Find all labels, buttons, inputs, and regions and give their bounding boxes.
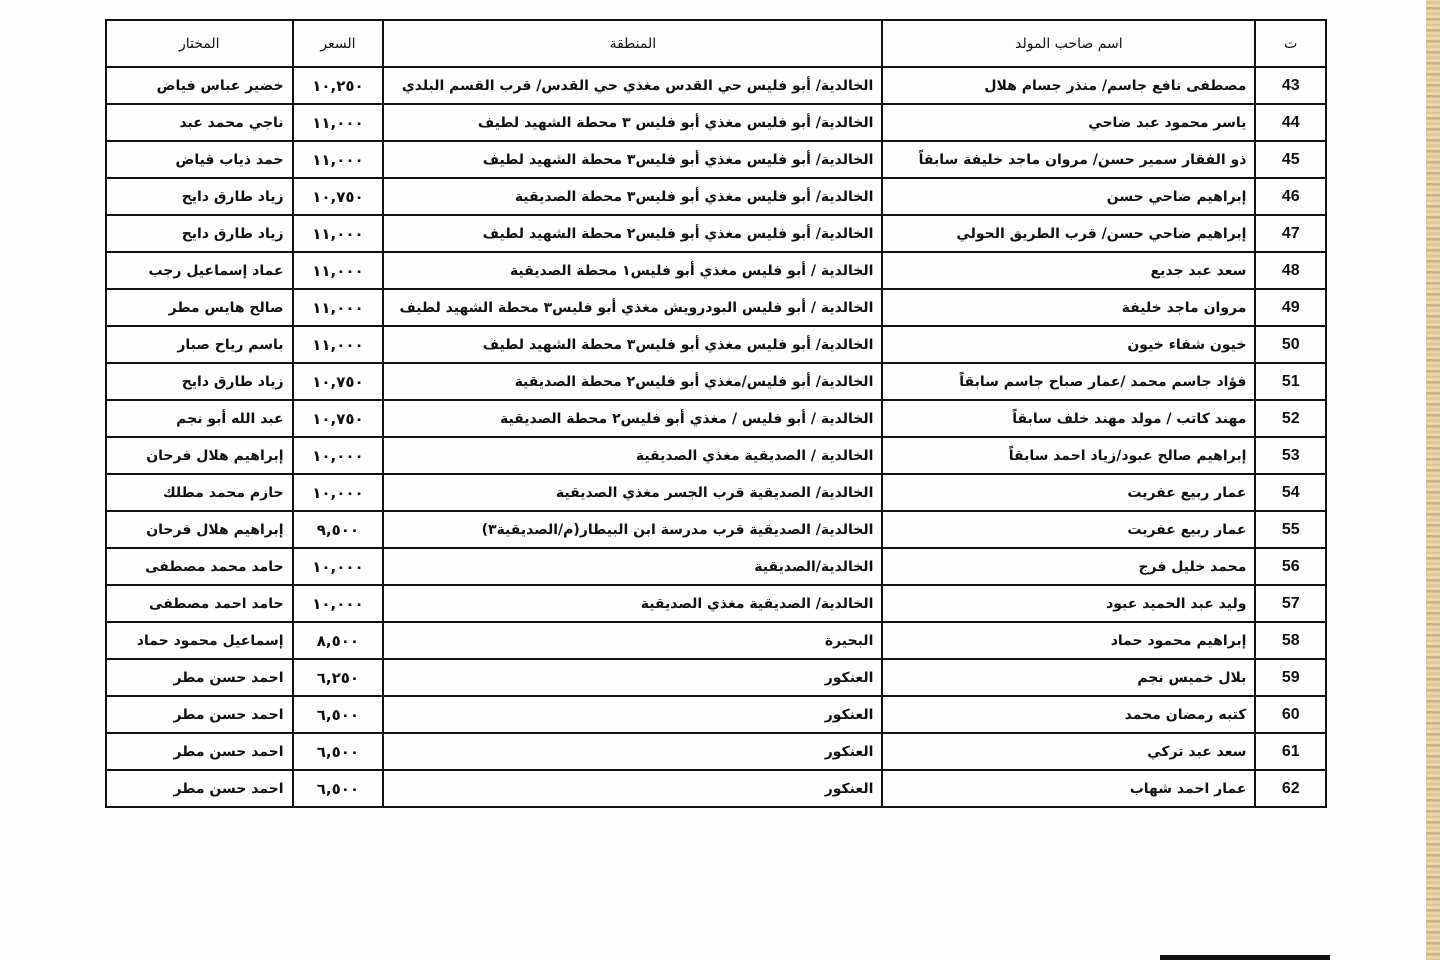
cell-mukhtar: احمد حسن مطر: [106, 696, 293, 733]
table-row: [106, 548, 1326, 585]
cell-area: الخالدية/الصديقية: [383, 548, 882, 585]
cell-area: الخالدية/ أبو فليس مغذي أبو فليس٣ محطة الشهيد لطيف: [383, 141, 882, 178]
cell-num: 45: [1255, 141, 1326, 178]
cell-owner: عمار ربيع عفريت: [882, 474, 1255, 511]
cell-num: 44: [1255, 104, 1326, 141]
cell-num: 59: [1255, 659, 1326, 696]
table-row: [106, 104, 1326, 141]
cell-num: 53: [1255, 437, 1326, 474]
cell-owner: سعد عبد تركي: [882, 733, 1255, 770]
cell-area: العنكور: [383, 733, 882, 770]
cell-mukhtar: خضير عباس فياض: [106, 67, 293, 104]
table-row: [106, 363, 1326, 400]
cell-owner: إبراهيم محمود حماد: [882, 622, 1255, 659]
cell-num: 58: [1255, 622, 1326, 659]
cell-price: ١١,٠٠٠: [293, 215, 384, 252]
paper-edge: [1426, 0, 1440, 960]
cell-area: العنكور: [383, 696, 882, 733]
cell-price: ١٠,٠٠٠: [293, 437, 384, 474]
table-row: [106, 252, 1326, 289]
cell-area: الخالدية/ أبو فليس مغذي أبو فليس٣ محطة الصديقية: [383, 178, 882, 215]
cell-num: 57: [1255, 585, 1326, 622]
cell-num: 46: [1255, 178, 1326, 215]
cell-area: الخالدية / الصديقية مغذي الصديقية: [383, 437, 882, 474]
cell-num: 48: [1255, 252, 1326, 289]
cell-mukhtar: عماد إسماعيل رجب: [106, 252, 293, 289]
cell-price: ٩,٥٠٠: [293, 511, 384, 548]
cell-num: 51: [1255, 363, 1326, 400]
cell-price: ١١,٠٠٠: [293, 141, 384, 178]
cell-owner: بلال خميس نجم: [882, 659, 1255, 696]
table-row: [106, 770, 1326, 807]
table-row: [106, 585, 1326, 622]
table-row: [106, 511, 1326, 548]
cell-price: ١٠,٧٥٠: [293, 400, 384, 437]
cell-area: الخالدية/ الصديقية قرب مدرسة ابن البيطار(م/الصديقية٣): [383, 511, 882, 548]
cell-mukhtar: زياد طارق دايح: [106, 363, 293, 400]
cell-price: ١١,٠٠٠: [293, 326, 384, 363]
cell-area: الخالدية/ أبو فليس مغذي أبو فليس٢ محطة الشهيد لطيف: [383, 215, 882, 252]
cell-mukhtar: عبد الله أبو نجم: [106, 400, 293, 437]
cell-area: العنكور: [383, 659, 882, 696]
cell-area: الخالدية/ أبو فليس مغذي أبو فليس٣ محطة الشهيد لطيف: [383, 326, 882, 363]
cell-owner: ياسر محمود عبد ضاحي: [882, 104, 1255, 141]
cell-price: ٨,٥٠٠: [293, 622, 384, 659]
cell-mukhtar: زياد طارق دايح: [106, 215, 293, 252]
cell-num: 55: [1255, 511, 1326, 548]
cell-area: الخالدية / أبو فليس البودرويش مغذي أبو فليس٣ محطة الشهيد لطيف: [383, 289, 882, 326]
cell-area: العنكور: [383, 770, 882, 807]
cell-owner: ذو الفقار سمير حسن/ مروان ماجد خليفة سابقاً: [882, 141, 1255, 178]
cell-area: الخالدية / أبو فليس / مغذي أبو فليس٢ محطة الصديقية: [383, 400, 882, 437]
header-mukhtar: المختار: [106, 20, 293, 67]
table-row: [106, 733, 1326, 770]
cell-num: 47: [1255, 215, 1326, 252]
table-row: [106, 437, 1326, 474]
cell-mukhtar: حامد احمد مصطفى: [106, 585, 293, 622]
cell-area: الخالدية / أبو فليس مغذي أبو فليس١ محطة الصديقية: [383, 252, 882, 289]
cell-num: 62: [1255, 770, 1326, 807]
cell-owner: عمار احمد شهاب: [882, 770, 1255, 807]
table-row: [106, 141, 1326, 178]
cell-num: 43: [1255, 67, 1326, 104]
table-row: [106, 474, 1326, 511]
cell-area: الخالدية/ أبو فليس حي القدس مغذي حي القدس/ قرب القسم البلدي: [383, 67, 882, 104]
table-row: [106, 67, 1326, 104]
cell-mukhtar: حامد محمد مصطفى: [106, 548, 293, 585]
cell-area: البحيرة: [383, 622, 882, 659]
cell-price: ١١,٠٠٠: [293, 289, 384, 326]
cell-price: ١١,٠٠٠: [293, 252, 384, 289]
table-row: [106, 622, 1326, 659]
table-row: [106, 400, 1326, 437]
cell-mukhtar: صالح هايس مطر: [106, 289, 293, 326]
cell-owner: عمار ربيع عفريت: [882, 511, 1255, 548]
cell-mukhtar: زياد طارق دايح: [106, 178, 293, 215]
cell-price: ٦,٥٠٠: [293, 770, 384, 807]
cell-num: 56: [1255, 548, 1326, 585]
header-num: ت: [1255, 20, 1326, 67]
cell-num: 49: [1255, 289, 1326, 326]
footer-mark: [1160, 955, 1330, 960]
cell-owner: مصطفى نافع جاسم/ منذر جسام هلال: [882, 67, 1255, 104]
table-row: [106, 289, 1326, 326]
cell-num: 52: [1255, 400, 1326, 437]
cell-area: الخالدية/ الصديقية قرب الجسر مغذي الصديقية: [383, 474, 882, 511]
cell-price: ٦,٥٠٠: [293, 696, 384, 733]
cell-owner: فؤاد جاسم محمد /عمار صباح جاسم سابقاً: [882, 363, 1255, 400]
cell-num: 60: [1255, 696, 1326, 733]
table-body: [106, 67, 1326, 807]
cell-price: ١٠,٠٠٠: [293, 585, 384, 622]
cell-mukhtar: حمد ذياب فياض: [106, 141, 293, 178]
cell-mukhtar: ناجي محمد عبد: [106, 104, 293, 141]
cell-area: الخالدية/ الصديقية مغذي الصديقية: [383, 585, 882, 622]
cell-price: ١٠,٧٥٠: [293, 363, 384, 400]
cell-price: ١٠,٠٠٠: [293, 474, 384, 511]
header-price: السعر: [293, 20, 384, 67]
cell-owner: إبراهيم ضاحي حسن/ قرب الطريق الحولي: [882, 215, 1255, 252]
table-row: [106, 178, 1326, 215]
cell-mukhtar: إبراهيم هلال فرحان: [106, 437, 293, 474]
cell-price: ١١,٠٠٠: [293, 104, 384, 141]
cell-price: ٦,٥٠٠: [293, 733, 384, 770]
cell-owner: محمد خليل فرج: [882, 548, 1255, 585]
table-row: [106, 215, 1326, 252]
cell-mukhtar: إسماعيل محمود حماد: [106, 622, 293, 659]
cell-owner: إبراهيم ضاحي حسن: [882, 178, 1255, 215]
cell-owner: سعد عبد جديع: [882, 252, 1255, 289]
cell-owner: وليد عبد الحميد عبود: [882, 585, 1255, 622]
cell-price: ١٠,٧٥٠: [293, 178, 384, 215]
cell-mukhtar: احمد حسن مطر: [106, 770, 293, 807]
cell-owner: كتبه رمضان محمد: [882, 696, 1255, 733]
cell-owner: إبراهيم صالح عبود/زياد احمد سابقاً: [882, 437, 1255, 474]
generator-roster-table: [105, 19, 1327, 808]
header-area: المنطقة: [383, 20, 882, 67]
cell-num: 50: [1255, 326, 1326, 363]
table-row: [106, 326, 1326, 363]
table-row: [106, 696, 1326, 733]
cell-area: الخالدية/ أبو فليس مغذي أبو فليس ٣ محطة الشهيد لطيف: [383, 104, 882, 141]
cell-mukhtar: باسم رياح صبار: [106, 326, 293, 363]
cell-num: 61: [1255, 733, 1326, 770]
cell-owner: مروان ماجد خليفة: [882, 289, 1255, 326]
cell-owner: خيون شفاء خيون: [882, 326, 1255, 363]
header-owner: اسم صاحب المولد: [882, 20, 1255, 67]
cell-mukhtar: إبراهيم هلال فرحان: [106, 511, 293, 548]
table-header-row: [106, 20, 1326, 67]
cell-price: ١٠,٠٠٠: [293, 548, 384, 585]
cell-mukhtar: حازم محمد مطلك: [106, 474, 293, 511]
cell-area: الخالدية/ أبو فليس/مغذي أبو فليس٢ محطة الصديقية: [383, 363, 882, 400]
table-row: [106, 659, 1326, 696]
cell-price: ٦,٢٥٠: [293, 659, 384, 696]
cell-owner: مهند كاتب / مولد مهند خلف سابقاً: [882, 400, 1255, 437]
cell-price: ١٠,٢٥٠: [293, 67, 384, 104]
cell-num: 54: [1255, 474, 1326, 511]
cell-mukhtar: احمد حسن مطر: [106, 659, 293, 696]
cell-mukhtar: احمد حسن مطر: [106, 733, 293, 770]
